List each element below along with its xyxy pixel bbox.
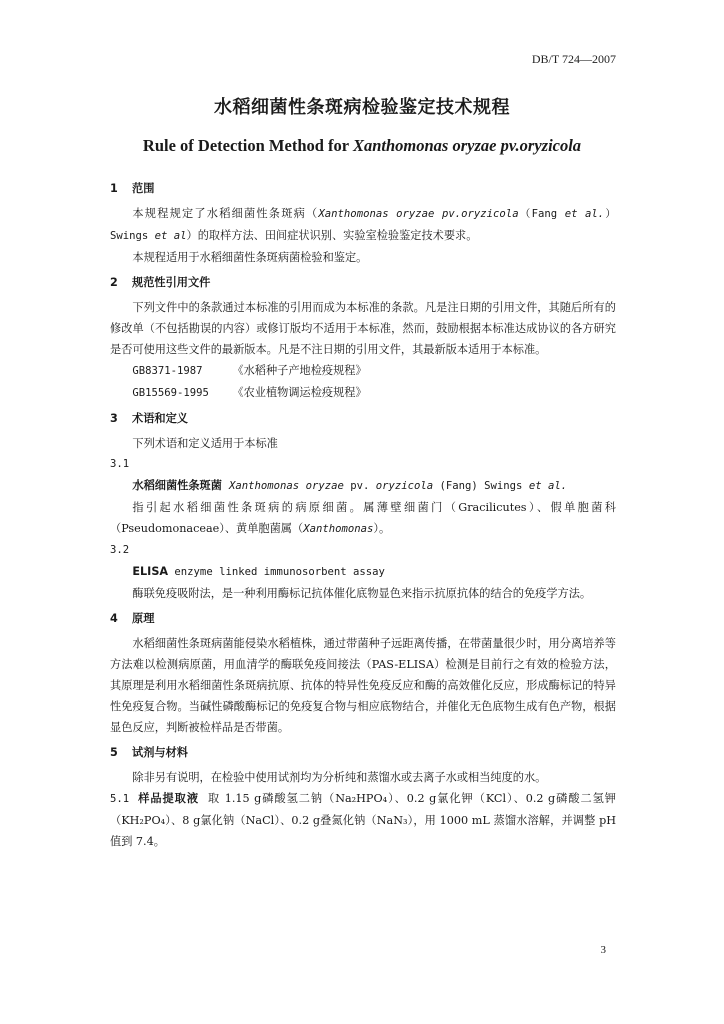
term-name: 水稻细菌性条斑菌 bbox=[132, 479, 222, 492]
et-al: et al. bbox=[564, 208, 605, 220]
term-3-2 bbox=[110, 561, 616, 583]
term-name: 样品提取液 bbox=[138, 792, 199, 805]
section-1-paragraph-1 bbox=[110, 203, 616, 247]
section-5-paragraph-1: 除非另有说明，在检验中使用试剂均为分析纯和蒸馏水或去离子水或相当纯度的水。 bbox=[132, 771, 547, 784]
reference-code: GB15569-1995 bbox=[132, 387, 209, 399]
term-name: ELISA bbox=[132, 565, 169, 578]
subsection-number: 5.1 bbox=[110, 793, 130, 805]
text: 取 1.15 g磷酸氢二钠（Na₂HPO₄）、0.2 g氯化钾（KCl）、0.2 g磷酸二氢钾（KH₂PO₄）、8 g氯化钠（NaCl）、0.2 g叠氮化钠（NaN₃），用 1000 mL 蒸馏水溶解，并调整 pH 值到 7.4。 bbox=[110, 792, 616, 848]
authority: (Fang) Swings bbox=[433, 480, 529, 492]
section-2-heading bbox=[110, 272, 616, 293]
section-number: 4 bbox=[110, 612, 118, 625]
term-3-1-number: 3.1 bbox=[110, 458, 130, 470]
section-title: 试剂与材料 bbox=[132, 746, 188, 759]
section-3-heading bbox=[110, 408, 616, 429]
et-al: et al bbox=[154, 230, 187, 242]
reference-name: 《农业植物调运检疫规程》 bbox=[232, 386, 367, 399]
et-al: et al. bbox=[528, 480, 568, 492]
species-name: Xanthomonas oryzae pv.oryzicola bbox=[318, 208, 519, 220]
species-name: oryzicola bbox=[375, 480, 434, 492]
text: ）。 bbox=[373, 522, 391, 535]
species-name: Xanthomonas oryzae bbox=[229, 480, 344, 492]
section-5-1 bbox=[110, 788, 616, 852]
text: pv. bbox=[343, 480, 376, 492]
reference-item bbox=[110, 382, 616, 404]
term-3-1 bbox=[110, 475, 616, 497]
document-body bbox=[110, 178, 616, 852]
title-english-species: Xanthomonas oryzae pv.oryzicola bbox=[352, 136, 582, 155]
title-english-prefix: Rule of Detection Method for bbox=[142, 136, 353, 155]
section-1-paragraph-2: 本规程适用于水稻细菌性条斑病菌检验和鉴定。 bbox=[132, 251, 368, 264]
reference-code: GB8371-1987 bbox=[132, 365, 203, 377]
section-4-heading bbox=[110, 608, 616, 629]
section-5-heading bbox=[110, 742, 616, 763]
page-number: 3 bbox=[600, 944, 606, 956]
text: ）的取样方法、田间症状识别、实验室检验鉴定技术要求。 bbox=[186, 229, 478, 242]
title-english bbox=[0, 136, 724, 156]
title-chinese: 水稻细菌性条斑病检验鉴定技术规程 bbox=[214, 97, 510, 118]
term-full: enzyme linked immunosorbent assay bbox=[168, 566, 385, 578]
reference-name: 《水稻种子产地检疫规程》 bbox=[232, 364, 367, 377]
section-number: 2 bbox=[110, 276, 118, 289]
genus-name: Xanthomonas bbox=[303, 523, 374, 535]
section-number: 1 bbox=[110, 182, 118, 195]
text: 本规程规定了水稻细菌性条斑病（ bbox=[132, 207, 319, 220]
section-title: 规范性引用文件 bbox=[132, 276, 211, 289]
term-3-1-definition bbox=[110, 497, 616, 540]
section-title: 原理 bbox=[132, 612, 155, 625]
section-number: 5 bbox=[110, 746, 118, 759]
term-3-2-definition: 酶联免疫吸附法，是一种利用酶标记抗体催化底物显色来指示抗原抗体的结合的免疫学方法。 bbox=[132, 587, 592, 600]
section-4-paragraph-1: 水稻细菌性条斑病菌能侵染水稻植株，通过带菌种子远距离传播，在带菌量很少时，用分离培养等方法难以检测病原菌，用血清学的酶联免疫间接法（PAS-ELISA）检测是目前行之有效的检验方法，其原理是利用水稻细菌性条斑病抗原、抗体的特异性免疫反应和酶的高效催化反应，形成酶标记的特异性免疫复合物。当碱性磷酸酶标记的免疫复合物与相应底物结合，并催化无色底物生成有色产物，根据显色反应，判断被检样品是否带菌。 bbox=[110, 637, 616, 734]
text: （Fang bbox=[518, 208, 565, 220]
section-2-paragraph-1: 下列文件中的条款通过本标准的引用而成为本标准的条款。凡是注日期的引用文件，其随后所有的修改单（不包括勘误的内容）或修订版均不适用于本标准，然而，鼓励根据本标准达成协议的各方研究是否可使用这些文件的最新版本。凡是不注日期的引用文件，其最新版本适用于本标准。 bbox=[110, 301, 616, 356]
standard-code: DB/T 724—2007 bbox=[531, 52, 616, 66]
term-3-2-number: 3.2 bbox=[110, 544, 130, 556]
section-title: 术语和定义 bbox=[132, 412, 188, 425]
section-number: 3 bbox=[110, 412, 118, 425]
text: ）Swings bbox=[110, 208, 616, 242]
section-1-heading bbox=[110, 178, 616, 199]
text: 指引起水稻细菌性条斑病的病原细菌。属薄壁细菌门（Gracilicutes）、假单胞菌科（Pseudomonaceae）、黄单胞菌属（ bbox=[110, 501, 616, 535]
section-3-paragraph-1: 下列术语和定义适用于本标准 bbox=[132, 437, 278, 450]
reference-item bbox=[110, 360, 616, 382]
section-title: 范围 bbox=[132, 182, 155, 195]
